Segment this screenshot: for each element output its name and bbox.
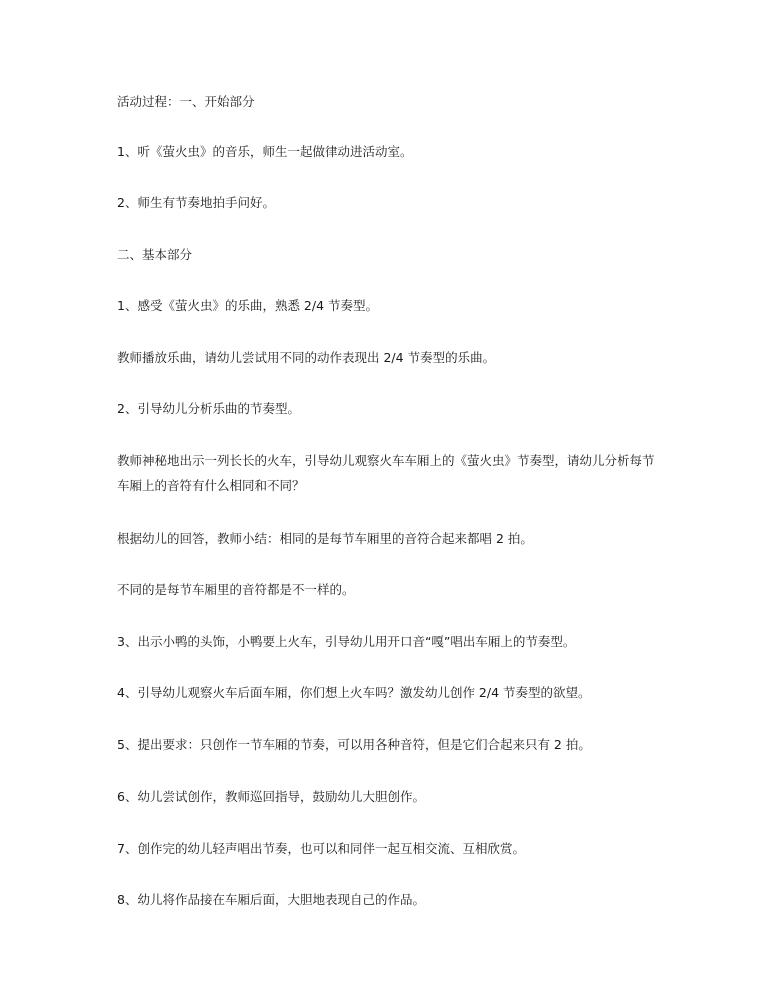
paragraph: 1、听《萤火虫》的音乐，师生一起做律动进活动室。 xyxy=(117,144,413,159)
paragraph: 2、师生有节奏地拍手问好。 xyxy=(117,195,275,210)
paragraph: 3、出示小鸭的头饰，小鸭要上火车，引导幼儿用开口音“嘎”唱出车厢上的节奏型。 xyxy=(117,634,576,649)
section-heading-basic: 二、基本部分 xyxy=(117,247,193,262)
paragraph: 教师神秘地出示一列长长的火车，引导幼儿观察火车车厢上的《萤火虫》节奏型，请幼儿分析每节车厢上的音符有什么相同和不同？ xyxy=(117,453,655,493)
document-page xyxy=(117,0,662,1000)
paragraph: 2、引导幼儿分析乐曲的节奏型。 xyxy=(117,401,300,416)
section-heading-opening: 活动过程：一、开始部分 xyxy=(117,94,255,109)
paragraph: 1、感受《萤火虫》的乐曲，熟悉 2/4 节奏型。 xyxy=(117,298,379,313)
paragraph: 4、引导幼儿观察火车后面车厢，你们想上火车吗？激发幼儿创作 2/4 节奏型的欲望。 xyxy=(117,685,591,700)
paragraph: 5、提出要求：只创作一节车厢的节奏，可以用各种音符，但是它们合起来只有 2 拍。 xyxy=(117,737,591,752)
paragraph: 6、幼儿尝试创作，教师巡回指导，鼓励幼儿大胆创作。 xyxy=(117,789,425,804)
paragraph: 不同的是每节车厢里的音符都是不一样的。 xyxy=(117,582,355,597)
paragraph: 教师播放乐曲，请幼儿尝试用不同的动作表现出 2/4 节奏型的乐曲。 xyxy=(117,350,496,365)
paragraph: 8、幼儿将作品接在车厢后面，大胆地表现自己的作品。 xyxy=(117,892,425,907)
paragraph: 7、创作完的幼儿轻声唱出节奏，也可以和同伴一起互相交流、互相欣赏。 xyxy=(117,841,525,856)
paragraph: 根据幼儿的回答，教师小结：相同的是每节车厢里的音符合起来都唱 2 拍。 xyxy=(117,531,533,546)
